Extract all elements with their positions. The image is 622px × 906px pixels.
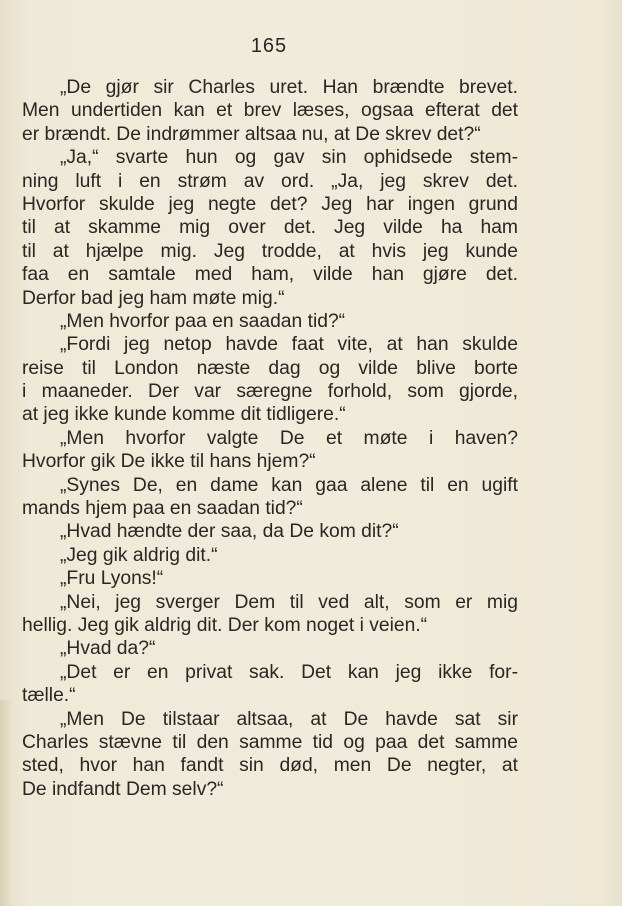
text-line: til at hjælpe mig. Jeg trodde, at hvis jeg kunde: [22, 240, 518, 262]
page-number: 165: [250, 35, 288, 57]
text-line: „Ja,“ svarte hun og gav sin ophidsede stem-: [60, 147, 518, 169]
text-line: hellig. Jeg gik aldrig dit. Der kom noget i veien.“: [22, 614, 428, 636]
text-line: „Fordi jeg netop havde faat vite, at han skulde: [60, 334, 518, 356]
text-line: „Hvad da?“: [60, 638, 156, 660]
text-line: „Synes De, en dame kan gaa alene til en ugift: [60, 474, 518, 496]
text-line: ning luft i en strøm av ord. „Ja, jeg skrev det.: [22, 170, 518, 192]
text-line: mands hjem paa en saadan tid?“: [22, 498, 303, 520]
text-line: Derfor bad jeg ham møte mig.“: [22, 287, 285, 309]
text-line: Men undertiden kan et brev læses, ogsaa efterat det: [22, 100, 518, 122]
page-gutter-shadow: [0, 700, 12, 906]
text-line: „Fru Lyons!“: [60, 568, 164, 590]
text-line: tælle.“: [22, 685, 76, 707]
text-line: Charles stævne til den samme tid og paa det samme: [22, 731, 518, 753]
body-text: [22, 76, 518, 801]
text-line: Hvorfor skulde jeg negte det? Jeg har ingen grund: [22, 193, 518, 215]
text-line: „Men De tilstaar altsaa, at De havde sat sir: [60, 708, 518, 730]
text-line: at jeg ikke kunde komme dit tidligere.“: [22, 404, 346, 426]
text-line: „Det er en privat sak. Det kan jeg ikke for-: [60, 661, 518, 683]
text-line: til at skamme mig over det. Jeg vilde ha ham: [22, 217, 518, 239]
text-line: sted, hvor han fandt sin død, men De negter, at: [22, 755, 518, 777]
text-line: i maaneder. Der var særegne forhold, som gjorde,: [22, 381, 518, 403]
text-line: „Men hvorfor paa en saadan tid?“: [60, 310, 346, 332]
text-line: „Men hvorfor valgte De et møte i haven?: [60, 427, 518, 449]
text-line: „Jeg gik aldrig dit.“: [60, 544, 218, 566]
text-line: „De gjør sir Charles uret. Han brændte brevet.: [60, 77, 518, 98]
text-line: „Hvad hændte der saa, da De kom dit?“: [60, 521, 399, 543]
text-line: „Nei, jeg sverger Dem til ved alt, som er mig: [60, 591, 518, 613]
text-line: faa en samtale med ham, vilde han gjøre det.: [22, 264, 518, 286]
text-line: Hvorfor gik De ikke til hans hjem?“: [22, 451, 316, 473]
text-line: reise til London næste dag og vilde blive borte: [22, 357, 518, 379]
text-line: De indfandt Dem selv?“: [22, 778, 224, 800]
text-line: er brændt. De indrømmer altsaa nu, at De skrev det?“: [22, 123, 481, 145]
